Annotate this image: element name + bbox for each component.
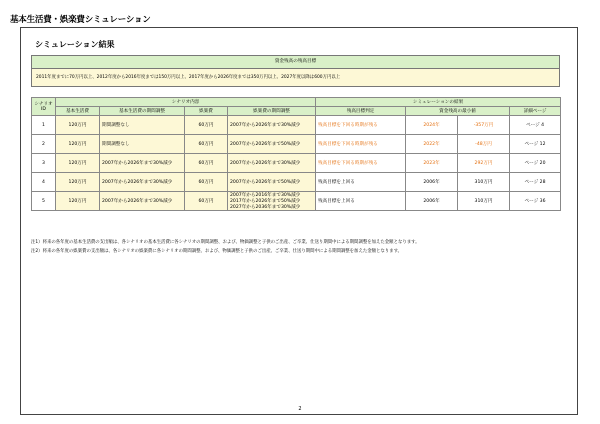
table-cell: 2006年 bbox=[406, 173, 458, 192]
table-cell bbox=[228, 116, 316, 135]
footnote: 注1）将来の各年度の基本生活費の支出額は、各シナリオの基本生活費に各シナリオの期間調整、および、物価調整と子供のご出産、ご卒業、仕送り期間中による期間調整を加えた金額となります。 bbox=[31, 240, 420, 245]
table-cell: 60万円 bbox=[185, 154, 228, 173]
table-cell: 残高目標を下回る時期が残る bbox=[316, 116, 406, 135]
table-cell: 120万円 bbox=[56, 154, 100, 173]
table-cell: 2006年 bbox=[406, 192, 458, 211]
table-cell: 310万円 bbox=[458, 192, 510, 211]
period-adjustment-line: 2007年から2026年まで30%減少 bbox=[230, 123, 301, 128]
table-cell: ページ 28 bbox=[510, 173, 561, 192]
period-adjustment-line: 2007年から2016年まで30%減少 bbox=[230, 193, 301, 198]
table-row bbox=[32, 192, 561, 211]
footnote: 注2）将来の各年度の娯楽費の支出額は、各シナリオの娯楽費に各シナリオの期間調整、および、物価調整と子供のご出産、ご卒業、仕送り期間中による期間調整を加えた金額となります。 bbox=[31, 249, 402, 254]
table-cell: 2007年から2026年まで30%減少 bbox=[100, 192, 185, 211]
col-header: 基本生活費の期間調整 bbox=[100, 107, 185, 116]
table-row bbox=[32, 135, 561, 154]
table-cell: 310万円 bbox=[458, 173, 510, 192]
table-cell: 残高目標を下回る時期が残る bbox=[316, 154, 406, 173]
balance-target-text: 2011年度までに70万円以上、2012年度から2016年度までは150万円以上、2017年度から2026年度までは350万円以上、2027年度以降は600万円以上 bbox=[32, 69, 559, 86]
table-cell: 3 bbox=[32, 154, 56, 173]
period-adjustment-line: 2007年から2026年まで30%減少 bbox=[230, 161, 301, 166]
col-header: 詳細ページ bbox=[510, 107, 561, 116]
col-header: 資金残高の最小値 bbox=[406, 107, 510, 116]
header-scenario-id: シナリオ ID bbox=[32, 98, 56, 116]
table-cell bbox=[228, 135, 316, 154]
balance-target-box bbox=[31, 55, 560, 87]
table-cell: 2022年 bbox=[406, 135, 458, 154]
table-cell: 60万円 bbox=[185, 192, 228, 211]
table-cell bbox=[228, 173, 316, 192]
table-cell bbox=[228, 154, 316, 173]
table-cell: 残高目標を上回る bbox=[316, 192, 406, 211]
col-header: 娯楽費 bbox=[185, 107, 228, 116]
section-title: シミュレーション結果 bbox=[35, 40, 115, 49]
table-cell: ページ 36 bbox=[510, 192, 561, 211]
table-cell: ページ 20 bbox=[510, 154, 561, 173]
balance-target-heading: 資金残高の残高目標 bbox=[32, 56, 559, 69]
table-cell: 4 bbox=[32, 173, 56, 192]
footnotes bbox=[31, 238, 420, 256]
table-cell: 期間調整なし bbox=[100, 135, 185, 154]
table-cell: 2 bbox=[32, 135, 56, 154]
table-row bbox=[32, 116, 561, 135]
report-frame bbox=[20, 27, 578, 415]
table-cell: 2007年から2026年まで30%減少 bbox=[100, 154, 185, 173]
table-cell: 期間調整なし bbox=[100, 116, 185, 135]
document-title: 基本生活費・娯楽費シミュレーション bbox=[10, 15, 151, 25]
page-number: 2 bbox=[298, 406, 302, 412]
header-simulation-result: シミュレーションの結果 bbox=[316, 98, 561, 107]
table-cell: 120万円 bbox=[56, 116, 100, 135]
table-cell: -357万円 bbox=[458, 116, 510, 135]
table-row bbox=[32, 173, 561, 192]
table-cell: 60万円 bbox=[185, 135, 228, 154]
period-adjustment-line: 2027年から2036年まで30%減少 bbox=[230, 205, 301, 210]
header-scenario-content: シナリオ内容 bbox=[56, 98, 316, 107]
table-cell: 1 bbox=[32, 116, 56, 135]
col-header: 基本生活費 bbox=[56, 107, 100, 116]
period-adjustment-line: 2007年から2026年まで50%減少 bbox=[230, 142, 301, 147]
table-cell: 2007年から2026年まで30%減少 bbox=[100, 173, 185, 192]
table-row bbox=[32, 154, 561, 173]
table-cell: 60万円 bbox=[185, 173, 228, 192]
table-cell: 292万円 bbox=[458, 154, 510, 173]
period-adjustment-line: 2007年から2026年まで50%減少 bbox=[230, 180, 301, 185]
period-adjustment-line: 2017年から2026年まで50%減少 bbox=[230, 199, 301, 204]
table-cell: 残高目標を下回る時期が残る bbox=[316, 135, 406, 154]
table-cell: 2023年 bbox=[406, 154, 458, 173]
col-header: 娯楽費の期間調整 bbox=[228, 107, 316, 116]
table-cell: 60万円 bbox=[185, 116, 228, 135]
table-cell: 5 bbox=[32, 192, 56, 211]
table-cell: 2024年 bbox=[406, 116, 458, 135]
table-cell: 120万円 bbox=[56, 173, 100, 192]
table-cell: ページ 12 bbox=[510, 135, 561, 154]
table-cell: 120万円 bbox=[56, 192, 100, 211]
table-cell: -48万円 bbox=[458, 135, 510, 154]
table-cell: 残高目標を上回る bbox=[316, 173, 406, 192]
col-header: 残高目標判定 bbox=[316, 107, 406, 116]
table-cell: ページ 4 bbox=[510, 116, 561, 135]
table-cell: 120万円 bbox=[56, 135, 100, 154]
table-cell bbox=[228, 192, 316, 211]
simulation-results-table bbox=[31, 97, 561, 211]
